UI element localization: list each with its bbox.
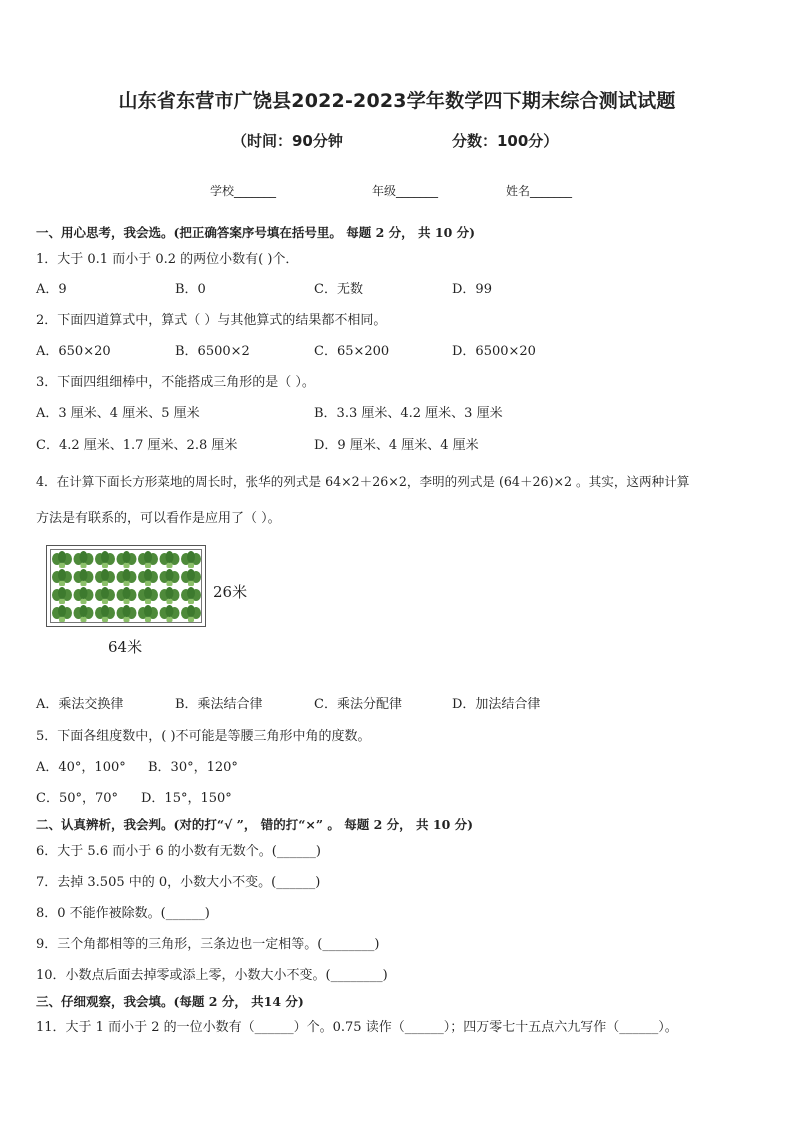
width-label: 26米 xyxy=(213,583,248,601)
judge-item-8: 8．0 不能作被除数。(______) xyxy=(36,906,210,921)
question-11: 11．大于 1 而小于 2 的一位小数有（______）个。0.75 读作（______）；四万零七十五点六九写作（______）。 xyxy=(36,1020,678,1035)
exam-score: 分数：100分） xyxy=(452,132,559,150)
q1-option-a: A．9 xyxy=(36,282,67,297)
cabbage-icon xyxy=(138,605,158,622)
cabbage-icon xyxy=(138,551,158,568)
q1-option-b: B．0 xyxy=(175,282,206,297)
length-label: 64米 xyxy=(108,638,143,656)
cabbage-icon xyxy=(117,605,137,622)
judge-item-9: 9．三个角都相等的三角形，三条边也一定相等。(________) xyxy=(36,937,380,952)
q1-option-c: C．无数 xyxy=(314,282,363,297)
q2-option-b: B．6500×2 xyxy=(175,344,250,359)
cabbage-icon xyxy=(181,587,201,604)
school-field: 学校_______ xyxy=(210,184,277,198)
cabbage-icon xyxy=(181,551,201,568)
cabbage-icon xyxy=(52,569,72,586)
q5-option-d: D．15°，150° xyxy=(141,791,232,806)
question-4-stem: 4．在计算下面长方形菜地的周长时，张华的列式是 64×2＋26×2，李明的列式是 (64＋26)×2 。其实，这两种计算 xyxy=(36,474,690,489)
cabbage-icon xyxy=(181,605,201,622)
q4-option-b: B．乘法结合律 xyxy=(175,697,263,712)
cabbage-icon xyxy=(95,551,115,568)
exam-time: （时间：90分钟 xyxy=(232,132,343,150)
name-field: 姓名_______ xyxy=(506,184,573,198)
cabbage-icon xyxy=(95,569,115,586)
cabbage-icon xyxy=(52,605,72,622)
question-1-stem: 1．大于 0.1 而小于 0.2 的两位小数有( )个． xyxy=(36,252,299,267)
cabbage-icon xyxy=(117,569,137,586)
cabbage-icon xyxy=(52,551,72,568)
q5-option-c: C．50°，70° xyxy=(36,791,119,806)
q1-option-d: D．99 xyxy=(452,282,492,297)
cabbage-icon xyxy=(95,587,115,604)
section-2-heading: 二、认真辨析，我会判。(对的打“√ ”， 错的打“×” 。 每题 2 分， 共 10 分) xyxy=(36,817,474,832)
cabbage-icon xyxy=(74,569,94,586)
page-title: 山东省东营市广饶县2022-2023学年数学四下期末综合测试试题 xyxy=(118,90,676,112)
cabbage-icon xyxy=(181,569,201,586)
q2-option-d: D．6500×20 xyxy=(452,344,536,359)
cabbage-icon xyxy=(74,605,94,622)
q5-option-b: B．30°，120° xyxy=(148,760,238,775)
q3-option-b: B．3.3 厘米、4.2 厘米、3 厘米 xyxy=(314,406,503,421)
cabbage-icon xyxy=(138,569,158,586)
judge-item-10: 10．小数点后面去掉零或添上零，小数大小不变。(________) xyxy=(36,968,388,983)
question-3-stem: 3．下面四组细棒中，不能搭成三角形的是（ ）。 xyxy=(36,375,315,390)
vegetable-rows xyxy=(51,550,203,624)
q4-option-a: A．乘法交换律 xyxy=(36,697,124,712)
question-2-stem: 2．下面四道算式中，算式（ ）与其他算式的结果都不相同。 xyxy=(36,313,387,328)
section-1-heading: 一、用心思考，我会选。(把正确答案序号填在括号里。 每题 2 分， 共 10 分) xyxy=(36,225,476,240)
q3-option-a: A．3 厘米、4 厘米、5 厘米 xyxy=(36,406,200,421)
question-5-stem: 5．下面各组度数中，( )不可能是等腰三角形中角的度数。 xyxy=(36,729,371,744)
q5-option-a: A．40°，100° xyxy=(36,760,126,775)
q3-option-c: C．4.2 厘米、1.7 厘米、2.8 厘米 xyxy=(36,438,238,453)
q3-option-d: D．9 厘米、4 厘米、4 厘米 xyxy=(314,438,479,453)
grade-field: 年级_______ xyxy=(372,184,439,198)
judge-item-6: 6．大于 5.6 而小于 6 的小数有无数个。(______) xyxy=(36,844,321,859)
vegetable-field-inner xyxy=(50,549,202,623)
q4-option-d: D．加法结合律 xyxy=(452,697,541,712)
question-4-stem-cont: 方法是有联系的，可以看作是应用了（ ）。 xyxy=(36,511,281,526)
cabbage-icon xyxy=(52,587,72,604)
q2-option-c: C．65×200 xyxy=(314,344,390,359)
q2-option-a: A．650×20 xyxy=(36,344,111,359)
cabbage-icon xyxy=(160,587,180,604)
vegetable-field-figure xyxy=(46,545,206,627)
cabbage-icon xyxy=(160,551,180,568)
cabbage-icon xyxy=(117,551,137,568)
cabbage-icon xyxy=(160,569,180,586)
cabbage-icon xyxy=(117,587,137,604)
cabbage-icon xyxy=(95,605,115,622)
q4-option-c: C．乘法分配律 xyxy=(314,697,402,712)
cabbage-icon xyxy=(74,551,94,568)
judge-item-7: 7．去掉 3.505 中的 0，小数大小不变。(______) xyxy=(36,875,321,890)
cabbage-icon xyxy=(74,587,94,604)
section-3-heading: 三、仔细观察，我会填。(每题 2 分， 共14 分) xyxy=(36,994,304,1009)
cabbage-icon xyxy=(160,605,180,622)
cabbage-icon xyxy=(138,587,158,604)
